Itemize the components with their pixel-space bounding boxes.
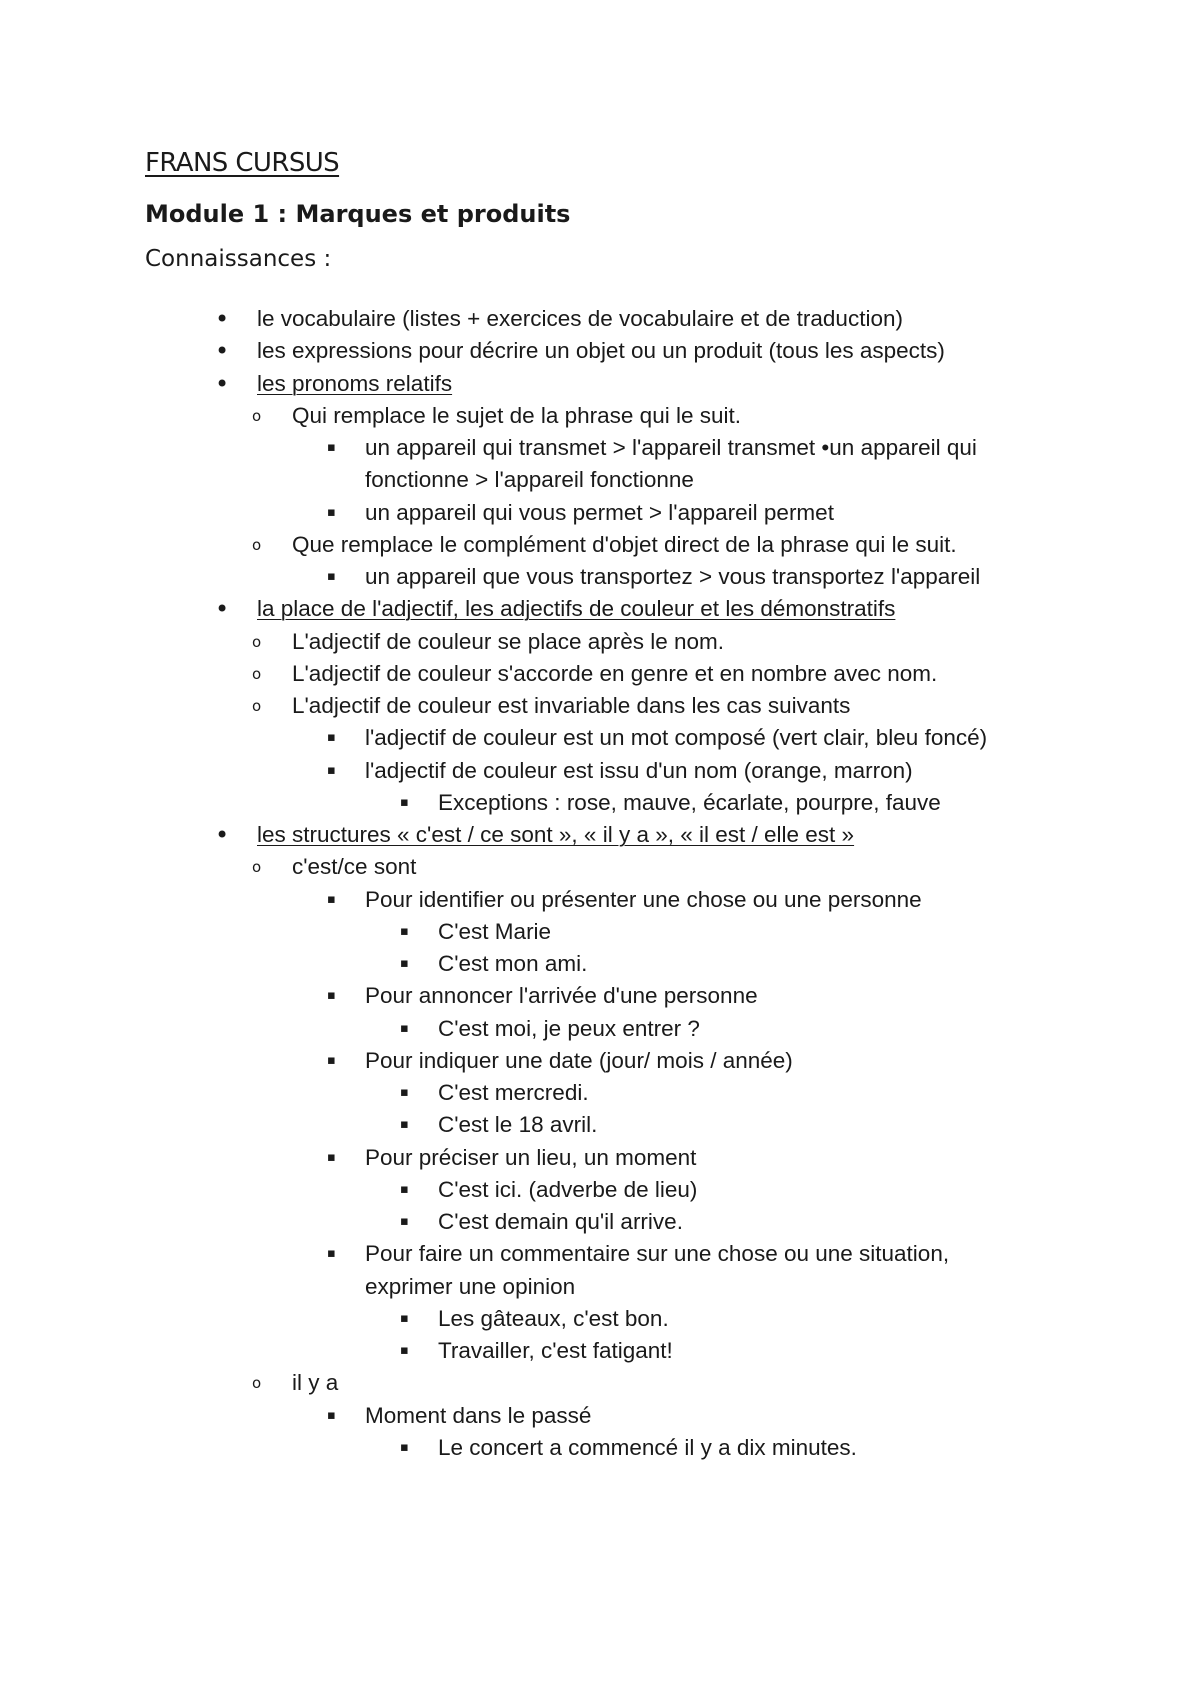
outline-item-level-1: les expressions pour décrire un objet ou un produit (tous les aspects) — [257, 338, 945, 364]
square-bullet-icon: ▪ — [400, 1085, 409, 1100]
outline-item-level-4: C'est mon ami. — [438, 951, 588, 976]
square-bullet-icon: ▪ — [400, 1310, 409, 1326]
circle-bullet-icon: o — [252, 632, 262, 651]
square-bullet-icon: ▪ — [400, 1181, 409, 1197]
square-bullet-icon: ▪ — [400, 1020, 409, 1036]
outline-item-level-4: C'est moi, je peux entrer ? — [438, 1015, 700, 1041]
circle-bullet-icon: o — [252, 406, 262, 425]
square-bullet-icon: ▪ — [400, 794, 409, 810]
square-bullet-icon: ▪ — [327, 891, 336, 907]
outline-item-level-4: Le concert a commencé il y a dix minutes. — [438, 1434, 857, 1460]
outline-item-level-1: les structures « c'est / ce sont », « il y a », « il est / elle est » — [257, 822, 855, 847]
outline-item-level-3: un appareil qui transmet > l'appareil transmet •un appareil qui — [365, 435, 977, 460]
outline-item-level-4: C'est ici. (adverbe de lieu) — [438, 1176, 698, 1202]
bullet-icon: • — [215, 821, 230, 849]
square-bullet-icon: ▪ — [400, 1117, 409, 1133]
outline-item-level-4: Exceptions : rose, mauve, écarlate, pourpre, fauve — [438, 789, 941, 815]
bullet-icon: • — [215, 305, 230, 333]
outline-item-level-3: Pour identifier ou présenter une chose ou une personne — [365, 886, 922, 912]
square-bullet-icon: ▪ — [327, 1246, 336, 1262]
outline-item-level-3: l'adjectif de couleur est issu d'un nom (orange, marron) — [365, 757, 913, 783]
square-bullet-icon: ▪ — [400, 956, 409, 971]
section-label: Connaissances : — [145, 246, 332, 272]
square-bullet-icon: ▪ — [400, 1214, 409, 1229]
outline-item-level-4: C'est mercredi. — [438, 1080, 589, 1105]
outline-item-level-1: le vocabulaire (listes + exercices de vocabulaire et de traduction) — [257, 306, 903, 331]
outline-item-level-3: Moment dans le passé — [365, 1402, 592, 1428]
outline-item-level-3: un appareil qui vous permet > l'appareil permet — [365, 499, 834, 525]
outline-item-level-1: les pronoms relatifs — [257, 370, 453, 396]
square-bullet-icon: ▪ — [327, 730, 336, 746]
circle-bullet-icon: o — [252, 535, 262, 554]
square-bullet-icon: ▪ — [327, 440, 336, 455]
outline-item-level-2: L'adjectif de couleur est invariable dans les cas suivants — [292, 693, 851, 718]
outline-item-level-2: c'est/ce sont — [292, 854, 417, 880]
circle-bullet-icon: o — [252, 664, 262, 683]
circle-bullet-icon: o — [252, 858, 262, 877]
outline-item-level-3: Pour indiquer une date (jour/ mois / année) — [365, 1047, 793, 1073]
outline-item-level-3: Pour annoncer l'arrivée d'une personne — [365, 983, 758, 1009]
outline-item-level-2: L'adjectif de couleur se place après le nom. — [292, 628, 725, 654]
square-bullet-icon: ▪ — [327, 988, 336, 1004]
circle-bullet-icon: o — [252, 1374, 262, 1393]
document-title: FRANS CURSUS — [145, 148, 340, 178]
outline-item-level-1: la place de l'adjectif, les adjectifs de couleur et les démonstratifs — [257, 596, 896, 622]
outline-item-level-4: C'est le 18 avril. — [438, 1112, 598, 1138]
square-bullet-icon: ▪ — [400, 923, 409, 939]
outline-item-level-3: Pour faire un commentaire sur une chose ou une situation, — [365, 1241, 950, 1267]
outline-item-level-2: Que remplace le complément d'objet direct de la phrase qui le suit. — [292, 531, 957, 557]
outline-item-level-2: il y a — [292, 1370, 339, 1396]
outline-item-level-2: Qui remplace le sujet de la phrase qui le suit. — [292, 402, 741, 428]
outline-item-level-3: exprimer une opinion — [365, 1273, 576, 1299]
square-bullet-icon: ▪ — [327, 569, 336, 584]
bullet-icon: • — [215, 595, 230, 624]
square-bullet-icon: ▪ — [400, 1439, 409, 1455]
outline-item-level-4: C'est Marie — [438, 918, 552, 944]
circle-bullet-icon: o — [252, 697, 262, 715]
square-bullet-icon: ▪ — [400, 1343, 409, 1358]
bullet-icon: • — [215, 337, 230, 366]
square-bullet-icon: ▪ — [327, 762, 336, 778]
outline-item-level-4: Les gâteaux, c'est bon. — [438, 1305, 669, 1331]
module-heading: Module 1 : Marques et produits — [145, 200, 571, 228]
square-bullet-icon: ▪ — [327, 1052, 336, 1068]
bullet-icon: • — [215, 369, 230, 398]
outline-item-level-4: Travailler, c'est fatigant! — [438, 1338, 673, 1363]
outline-item-level-3: l'adjectif de couleur est un mot composé (vert clair, bleu foncé) — [365, 725, 988, 751]
square-bullet-icon: ▪ — [327, 1149, 336, 1165]
outline-item-level-3: Pour préciser un lieu, un moment — [365, 1144, 697, 1170]
outline-item-level-3: fonctionne > l'appareil fonctionne — [365, 467, 694, 493]
outline-item-level-2: L'adjectif de couleur s'accorde en genre et en nombre avec nom. — [292, 660, 938, 686]
outline-item-level-4: C'est demain qu'il arrive. — [438, 1209, 683, 1234]
square-bullet-icon: ▪ — [327, 1407, 336, 1423]
square-bullet-icon: ▪ — [327, 504, 336, 520]
outline-item-level-3: un appareil que vous transportez > vous transportez l'appareil — [365, 564, 981, 589]
